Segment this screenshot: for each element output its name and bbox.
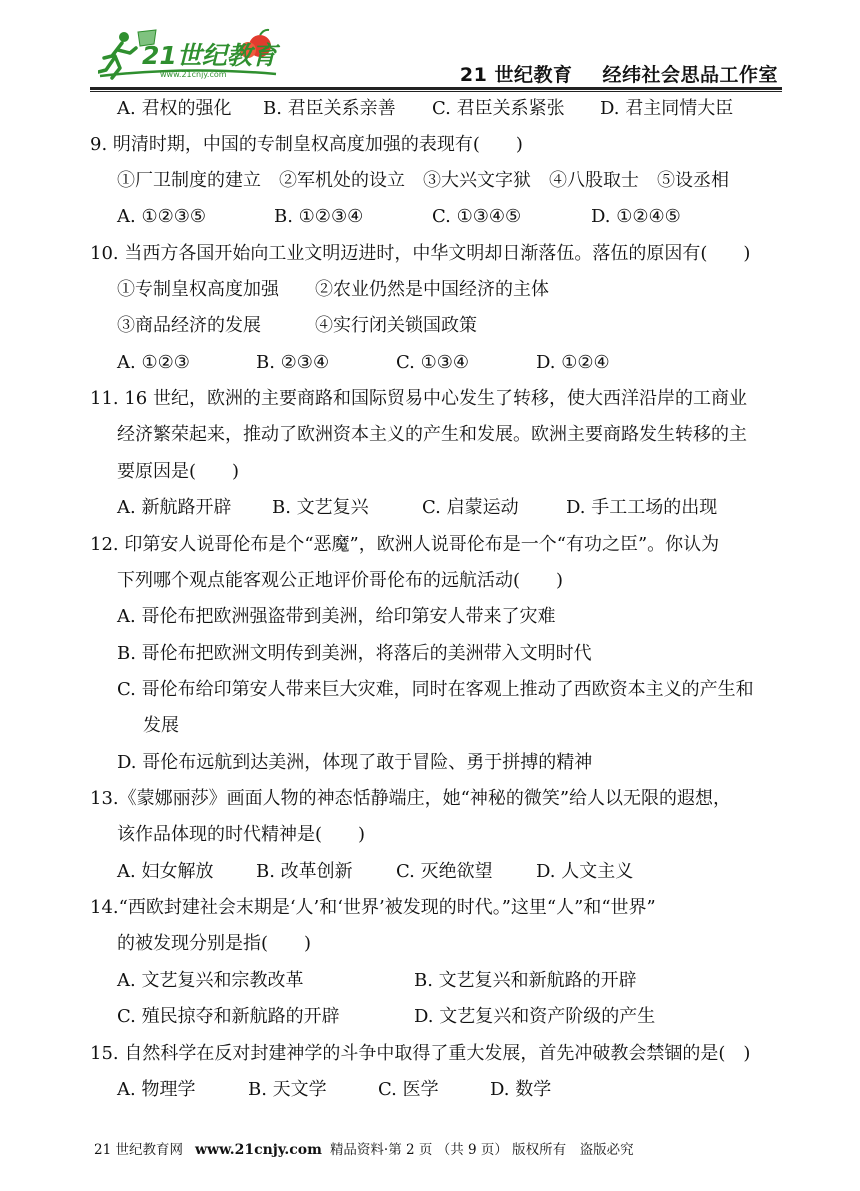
q10-option-b: B. ②③④ [256,352,330,373]
q11-stem-1: 11. 16 世纪，欧洲的主要商路和国际贸易中心发生了转移，使大西洋沿岸的工商业 [90,388,747,409]
q14-option-c: C. 殖民掠夺和新航路的开辟 [117,1006,340,1027]
q13-option-a: A. 妇女解放 [117,861,214,882]
q10-option-a: A. ①②③ [117,352,190,373]
q14-option-d: D. 文艺复兴和资产阶级的产生 [414,1006,656,1027]
svg-text:21世纪教育: 21世纪教育 [142,41,277,70]
q10-stem: 10. 当西方各国开始向工业文明迈进时，中华文明却日渐落伍。落伍的原因有( ) [90,243,751,264]
header-rule [90,87,782,90]
q12-option-d: D. 哥伦布远航到达美洲，体现了敢于冒险、勇于拼搏的精神 [117,752,593,773]
q15-option-c: C. 医学 [378,1079,439,1100]
q9-option-c: C. ①③④⑤ [432,206,522,227]
q11-option-c: C. 启蒙运动 [422,497,519,518]
q9-option-d: D. ①②④⑤ [591,206,681,227]
header-title [460,60,778,87]
q13-stem-1: 13.《蒙娜丽莎》画面人物的神态恬静端庄，她“神秘的微笑”给人以无限的遐想， [90,788,732,809]
q12-option-c-1: C. 哥伦布给印第安人带来巨大灾难，同时在客观上推动了西欧资本主义的产生和 [117,679,754,700]
footer-site-url[interactable]: www.21cnjy.com [194,1142,322,1158]
footer-page-info: 精品资料·第 2 页 （共 9 页） 版权所有 盗版必究 [329,1142,634,1158]
q14-stem-1: 14.“西欧封建社会末期是‘人’和‘世界’被发现的时代。”这里“人”和“世界” [90,897,656,918]
runner-icon [98,32,136,78]
page-header [0,0,860,92]
q15-option-d: D. 数学 [490,1079,552,1100]
logo-21cnjy [98,26,288,84]
q9-items: ①厂卫制度的建立 ②军机处的设立 ③大兴文字狱 ④八股取士 ⑤设丞相 [117,170,729,191]
q13-option-c: C. 灭绝欲望 [396,861,493,882]
q11-stem-3: 要原因是( ) [117,461,240,482]
q8-option-c: C. 君臣关系紧张 [432,98,565,119]
q8-option-b: B. 君臣关系亲善 [263,98,396,119]
q14-option-b: B. 文艺复兴和新航路的开辟 [414,970,637,991]
svg-text:www.21cnjy.com: www.21cnjy.com [160,70,227,79]
q15-option-b: B. 天文学 [248,1079,327,1100]
studio-name: 经纬社会思品工作室 [602,64,778,86]
publisher-name: 21 世纪教育 [459,64,573,86]
q13-option-d: D. 人文主义 [536,861,634,882]
q11-option-a: A. 新航路开辟 [117,497,232,518]
q9-option-b: B. ①②③④ [274,206,364,227]
q10-option-c: C. ①③④ [396,352,469,373]
q11-stem-2: 经济繁荣起来，推动了欧洲资本主义的产生和发展。欧洲主要商路发生转移的主 [117,424,747,445]
q10-option-d: D. ①②④ [536,352,610,373]
q14-stem-2: 的被发现分别是指( ) [117,933,312,954]
q12-stem-1: 12. 印第安人说哥伦布是个“恶魔”，欧洲人说哥伦布是一个“有功之臣”。你认为 [90,534,720,555]
q15-stem: 15. 自然科学在反对封建神学的斗争中取得了重大发展，首先冲破教会禁锢的是( ) [90,1043,751,1064]
q10-items-1: ①专制皇权高度加强 ②农业仍然是中国经济的主体 [117,279,549,300]
page-footer [94,1138,634,1158]
q12-option-a: A. 哥伦布把欧洲强盗带到美洲，给印第安人带来了灾难 [117,606,556,627]
q12-option-c-2: 发展 [143,715,179,736]
q12-option-b: B. 哥伦布把欧洲文明传到美洲，将落后的美洲带入文明时代 [117,643,592,664]
q8-option-d: D. 君主同情大臣 [600,98,734,119]
q12-stem-2: 下列哪个观点能客观公正地评价哥伦布的远航活动( ) [117,570,564,591]
q11-option-d: D. 手工工场的出现 [566,497,718,518]
footer-site-name: 21 世纪教育网 [94,1142,183,1158]
q9-stem: 9. 明清时期，中国的专制皇权高度加强的表现有( ) [90,134,523,155]
q11-option-b: B. 文艺复兴 [272,497,369,518]
q13-option-b: B. 改革创新 [256,861,353,882]
q9-option-a: A. ①②③⑤ [117,206,206,227]
header-rule-thin [90,91,782,92]
q13-stem-2: 该作品体现的时代精神是( ) [117,824,366,845]
q10-items-2: ③商品经济的发展 ④实行闭关锁国政策 [117,315,477,336]
q8-option-a: A. 君权的强化 [117,98,232,119]
q14-option-a: A. 文艺复兴和宗教改革 [117,970,304,991]
q15-option-a: A. 物理学 [117,1079,196,1100]
